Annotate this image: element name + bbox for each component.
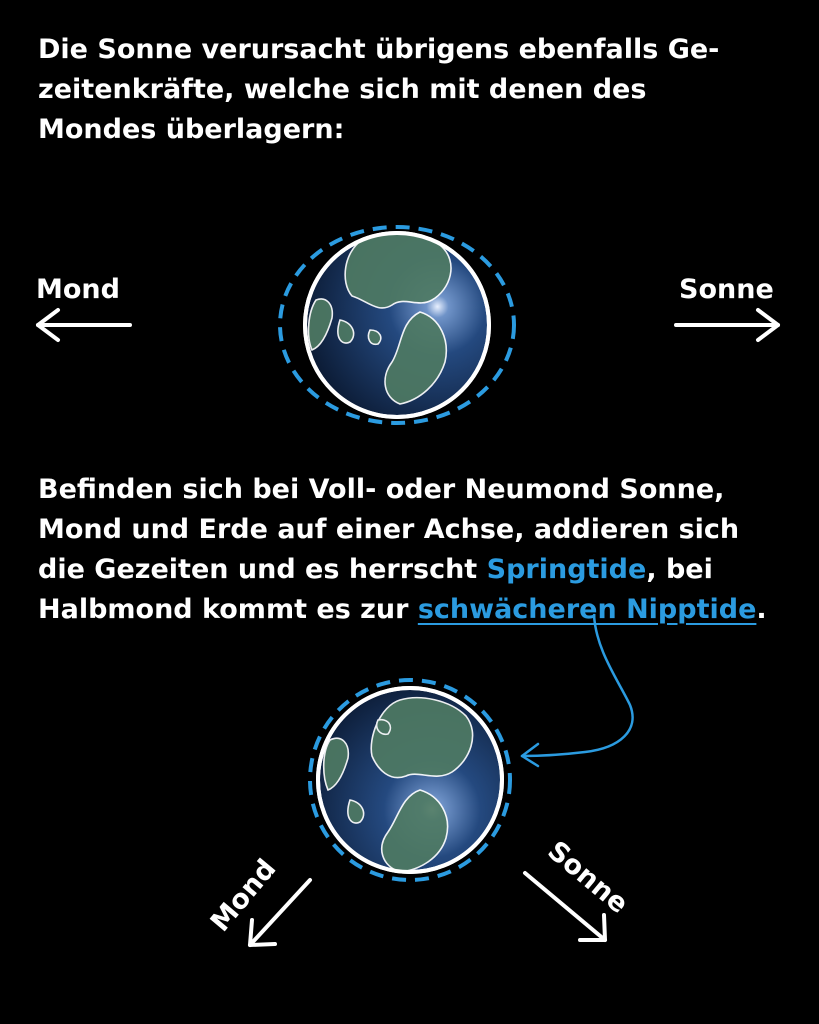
sonne-label-1: Sonne <box>679 274 774 305</box>
nipptide-link[interactable]: schwächeren Nipptide <box>417 594 757 625</box>
intro-line-3: Mondes überlagern: <box>38 114 345 145</box>
springtide-term: Springtide <box>486 554 647 585</box>
mond-label-1: Mond <box>36 274 120 305</box>
intro-text <box>38 30 798 150</box>
body-line-4-prefix: Halbmond kommt es zur <box>38 594 418 625</box>
body-line-3-suffix: , bei <box>646 554 713 585</box>
body-line-4-suffix: . <box>756 594 767 625</box>
intro-line-1: Die Sonne verursacht übrigens ebenfalls Ge- <box>38 34 720 65</box>
body-line-2: Mond und Erde auf einer Achse, addieren sich <box>38 514 740 545</box>
body-line-1: Befinden sich bei Voll- oder Neumond Sonne, <box>38 474 725 505</box>
sonne-label-2: Sonne <box>541 835 634 920</box>
body-line-3-prefix: die Gezeiten und es herrscht <box>38 554 487 585</box>
intro-line-2: zeitenkräfte, welche sich mit denen des <box>38 74 647 105</box>
body-text <box>38 470 798 630</box>
mond-label-2: Mond <box>204 853 283 938</box>
